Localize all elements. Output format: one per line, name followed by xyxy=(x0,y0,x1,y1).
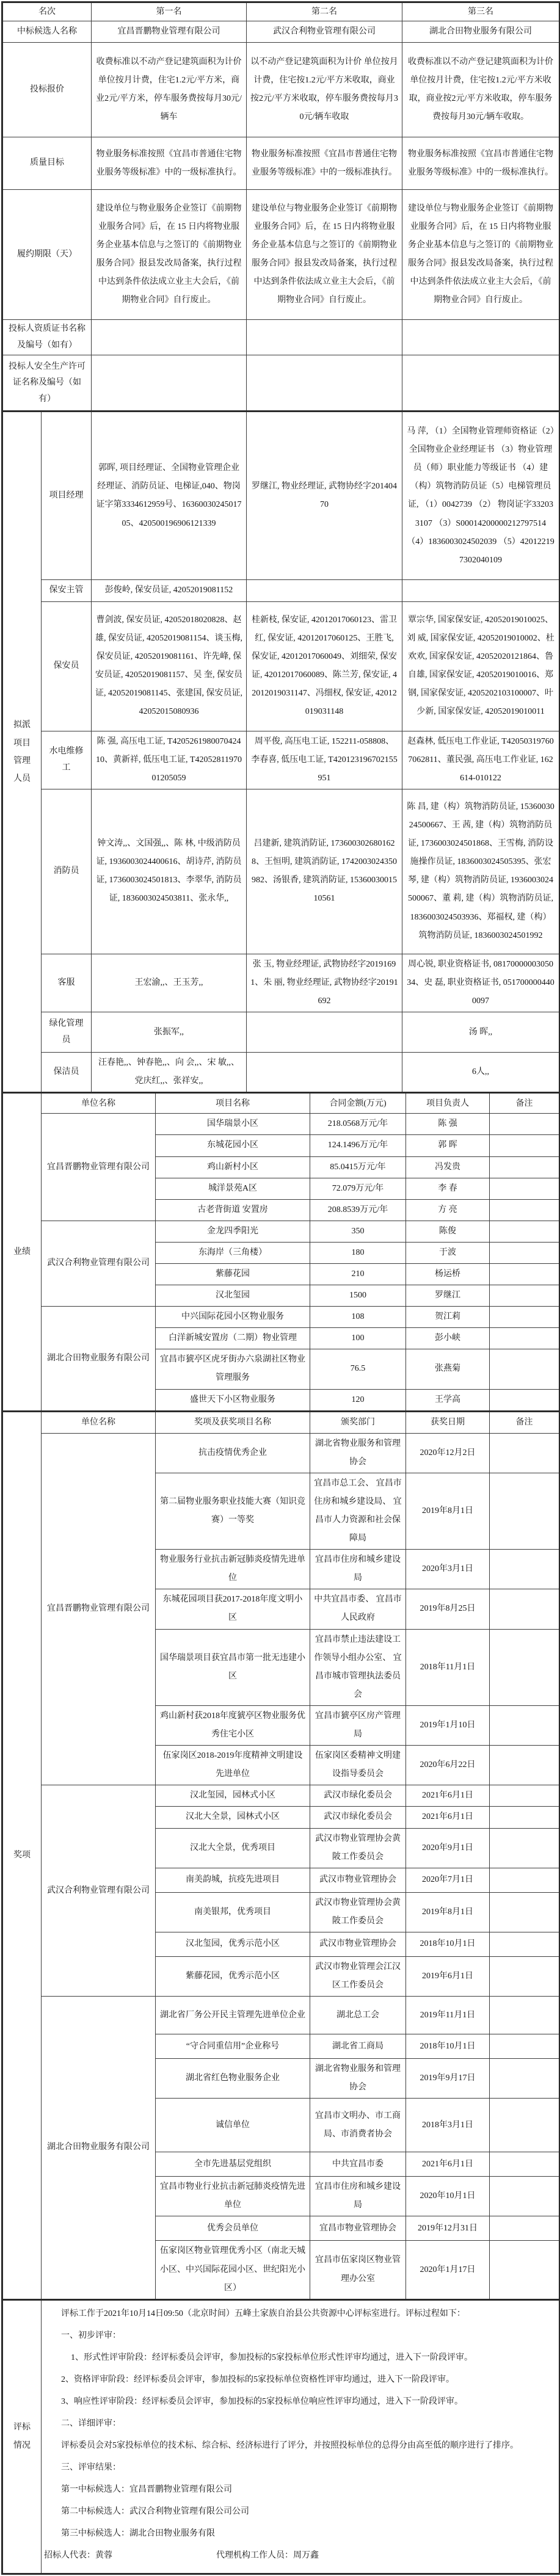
project-cell: 汉北玺园 xyxy=(156,1285,310,1307)
date-cell: 2021年6月1日 xyxy=(406,1785,490,1807)
department-cell: 武汉市物业管理协会 xyxy=(310,1868,406,1892)
table-row xyxy=(2,320,560,355)
department-cell: 湖北省物业服务和管理协会 xyxy=(310,1433,406,1473)
project-cell: 金龙四季阳光 xyxy=(156,1221,310,1242)
bidder-1-cell: 汪春艳,,、钟春艳,,、向 会,,、宋 敏,,、党庆红,,、张祥安,, xyxy=(92,1053,247,1093)
bidder-2-cell: 周平俊, 高压电工证, 152211-058808、李春喜, 低压电工证, T420123196702155951 xyxy=(247,731,402,789)
bidder-3-cell: 汤 晖,, xyxy=(402,1012,560,1053)
date-cell: 2019年6月1日 xyxy=(406,1956,490,1996)
column-header: 第一名 xyxy=(92,2,247,21)
table-row xyxy=(2,412,560,580)
bidder-2-cell xyxy=(247,1053,402,1093)
bidder-1-cell: 物业服务标准按照《宜昌市普通住宅物业服务等级标准》中的一级标准执行。 xyxy=(92,137,247,190)
table-row xyxy=(2,580,560,601)
department-cell: 武汉市物业管理协会黄陂工作委员会 xyxy=(310,1892,406,1932)
manager-cell: 陈 强 xyxy=(406,1114,490,1135)
note-cell xyxy=(490,1589,560,1629)
bidder-1-cell: 建设单位与物业服务企业签订《前期物业服务合同》后，在 15 日内将物业服务企业基本信息与之签订的《前期物业服务合同》报县发改局备案，执行过程中达到条件依法成立业主大会后，《前期物业合同》自行废止。 xyxy=(92,190,247,320)
date-cell: 2019年9月17日 xyxy=(406,2059,490,2099)
evaluation-line: 3、响应性评审阶段：经评标委员会评审，参加投标的5家投标单位响应性评审均通过，进入下一阶段评审。 xyxy=(61,2396,463,2406)
column-header: 颁奖部门 xyxy=(310,1411,406,1433)
bidder-2-cell: 武汉合利物业管理有限公司 xyxy=(247,21,402,43)
bidder-1-cell: 陈 强, 高压电工证, T420526198007042410、黄新祥, 低压电工证, T4205281197001205059 xyxy=(92,731,247,789)
award-cell: 第二届物业服务职业技能大赛（知识竞赛）一等奖 xyxy=(156,1473,310,1549)
bidder-3-cell: 湖北合田物业服务有限公司 xyxy=(402,21,560,43)
company-name-cell: 宜昌晋鹏物业管理有限公司 xyxy=(42,1433,156,1785)
bidder-3-cell: 陈 昌, 建（构）筑物消防员证, 1536003024500667、王 茜, 建（构）筑物消防员证, 1736003024501868、王雪梅, 消防设施操作员证, 1836003024505395、张宏琴, 建（构）筑物消防员证, 1936003024500067、董 莉, 建（构）筑物消防员证, 1836003024503936、郑福权, 建（构）筑物消防员证, 1836003024501992 xyxy=(402,789,560,954)
table-row xyxy=(2,2,560,21)
project-cell: 国华瑞景小区 xyxy=(156,1114,310,1135)
bidder-2-cell: 吕建新, 建筑消防证, 1736003026801628、王恒明, 建筑消防证, 1742003024350982、汤银香, 建筑消防证, 1536003001510561 xyxy=(247,789,402,954)
agency-staff: 代理机构工作人员：周万鑫 xyxy=(216,2550,319,2560)
department-cell: 宜昌市住房和城乡建设局 xyxy=(310,2177,406,2216)
award-cell: 物业服务行业抗击新冠肺炎疫情先进单位 xyxy=(156,1550,310,1589)
award-cell: 东城花园项目获2017-2018年度文明小区 xyxy=(156,1589,310,1629)
bidder-1-cell: 钟文涛,,、文国强,,、陈 林, 中级消防员证, 1936003024400616、胡诗芹, 消防员证, 1736003024501813、李翠华, 消防员证, 1836003024503811、张永华,, xyxy=(92,789,247,954)
department-cell: 武汉市物业管理协会 xyxy=(310,1932,406,1956)
manager-cell: 方 亮 xyxy=(406,1199,490,1221)
bidder-3-cell: 覃宗华, 国家保安证, 42052019010025、刘 威, 国家保安证, 42052019010002、杜欢欢, 国家保安证, 42052020121864、鲁自雄, 国家保安证, 42052019010016、郑 钢, 国家保安证, 4205202103100007、叶少新, 国家保安证, 42052019010011 xyxy=(402,601,560,731)
note-cell xyxy=(490,1178,560,1199)
project-cell: 东海岸（三角楼） xyxy=(156,1242,310,1263)
note-cell xyxy=(490,1629,560,1705)
table-row xyxy=(2,731,560,789)
table-row xyxy=(2,43,560,137)
amount-cell: 120 xyxy=(310,1389,406,1411)
evaluation-line: 三、评审结果： xyxy=(61,2462,121,2472)
row-label: 质量目标 xyxy=(2,137,92,190)
manager-cell: 杨运桥 xyxy=(406,1263,490,1285)
column-header: 备注 xyxy=(490,1411,560,1433)
evaluation-line: 1、形式性评审阶段：经评标委员会评审，参加投标的5家投标单位形式性评审均通过，进入下一阶段评审。 xyxy=(71,2353,473,2362)
table-row xyxy=(2,1114,560,1135)
award-cell: 伍家岗区2018-2019年度精神文明建设先进单位 xyxy=(156,1746,310,1785)
bidder-3-cell: 周心锐, 职业资格证书, 0817000000305034、史 磊, 职业资格证书, 0517000004400097 xyxy=(402,954,560,1012)
table-row xyxy=(2,1053,560,1093)
row-label: 履约期限（天） xyxy=(2,190,92,320)
award-cell: 优秀会员单位 xyxy=(156,2216,310,2241)
column-header: 备注 xyxy=(490,1093,560,1114)
award-cell: 湖北省厂务公开民主管理先进单位企业 xyxy=(156,1997,310,2034)
manager-cell: 郭 晖 xyxy=(406,1135,490,1156)
note-cell xyxy=(490,1307,560,1328)
award-cell: 抗击疫情优秀企业 xyxy=(156,1433,310,1473)
award-cell: 汉北玺园，优秀示范小区 xyxy=(156,1932,310,1956)
department-cell: 武汉市物业管理协会黄陂工作委员会 xyxy=(310,1828,406,1868)
table-row xyxy=(2,1307,560,1328)
row-label: 项目经理 xyxy=(42,412,92,580)
note-cell xyxy=(490,1221,560,1242)
manager-cell: 贺江莉 xyxy=(406,1307,490,1328)
note-cell xyxy=(490,1550,560,1589)
date-cell: 2018年10月1日 xyxy=(406,2034,490,2059)
section-label-performance: 业绩 xyxy=(2,1093,42,1411)
date-cell: 2020年1月17日 xyxy=(406,2241,490,2299)
evaluation-line: 2、资格评审阶段：经评标委员会评审，参加投标的5家投标单位资格性评审均通过，进入下一阶段评审。 xyxy=(61,2375,454,2384)
row-label: 客服 xyxy=(42,954,92,1012)
row-label: 中标候选人名称 xyxy=(2,21,92,43)
section-label-evaluation: 评标情况 xyxy=(2,2299,42,2574)
table-row xyxy=(2,1221,560,1242)
bidder-1-cell: 彭俊岭, 保安员证, 42052019081152 xyxy=(92,580,247,601)
note-cell xyxy=(490,1828,560,1868)
section-label-staff: 拟派项目管理人员 xyxy=(2,412,42,1093)
note-cell xyxy=(490,1746,560,1785)
table-row xyxy=(2,355,560,412)
department-cell: 湖北省物业服务和管理协会 xyxy=(310,2059,406,2099)
bidder-1-cell xyxy=(92,320,247,355)
bidder-3-cell: 建设单位与物业服务企业签订《前期物业服务合同》后，在 15 日内将物业服务企业基本信息与之签订的《前期物业服务合同》报县发改局备案，执行过程中达到条件依法成立业主大会后，《前期物业合同》自行废止。 xyxy=(402,190,560,320)
tenderer-representative: 招标人代表：黄蓉 xyxy=(44,2550,112,2560)
date-cell: 2020年10月1日 xyxy=(406,2177,490,2216)
column-header: 项目名称 xyxy=(156,1093,310,1114)
date-cell: 2021年6月1日 xyxy=(406,1807,490,1828)
column-header: 单位名称 xyxy=(42,1093,156,1114)
date-cell: 2018年11月1日 xyxy=(406,1629,490,1705)
date-cell: 2020年9月1日 xyxy=(406,1828,490,1868)
bidder-2-cell xyxy=(247,580,402,601)
company-name-cell: 湖北合田物业服务有限公司 xyxy=(42,1997,156,2300)
note-cell xyxy=(490,2034,560,2059)
bid-evaluation-table xyxy=(1,1,560,2575)
award-cell: 汉北大全景，园林式小区 xyxy=(156,1807,310,1828)
manager-cell: 冯发贵 xyxy=(406,1156,490,1178)
bidder-1-cell: 王宏渝,,、王玉芳,, xyxy=(92,954,247,1012)
evaluation-line: 第三中标候选人：湖北合田物业服务有限 xyxy=(61,2528,215,2538)
row-label: 投标报价 xyxy=(2,43,92,137)
table-row xyxy=(2,1093,560,1114)
note-cell xyxy=(490,2241,560,2299)
bidder-2-cell: 以不动产登记建筑面积为计价 单位按月计费，住宅按1.2元/平方米收取，商业按2元/平方米收取，停车服务费按每月30元/辆车收取 xyxy=(247,43,402,137)
project-cell: 宜昌市猇亭区虎牙街办六泉湖社区物业管理服务 xyxy=(156,1349,310,1389)
date-cell: 2019年1月10日 xyxy=(406,1705,490,1745)
bidder-1-cell: 张振军,, xyxy=(92,1012,247,1053)
table-row xyxy=(2,1785,560,1807)
row-label: 保安主管 xyxy=(42,580,92,601)
bidder-1-cell xyxy=(92,355,247,412)
date-cell: 2019年12月31日 xyxy=(406,2216,490,2241)
table-row xyxy=(2,789,560,954)
note-cell xyxy=(490,1892,560,1932)
table-row xyxy=(2,190,560,320)
department-cell: 宜昌市禁止违法建设工作领导小组办公室、 宜昌市城市管理执法委员会 xyxy=(310,1629,406,1705)
bidder-3-cell: 6人,, xyxy=(402,1053,560,1093)
department-cell: 宜昌市文明办、市工商局、市消费者协会 xyxy=(310,2099,406,2152)
evaluation-footer xyxy=(44,2545,555,2567)
bidder-2-cell: 桂新枝, 保安证, 42012017060123、雷卫红, 保安证, 42012017060125、王胜飞, 保安证, 42012017060049、刘细荣, 保安证, 42012017060089、陈兰芳, 保安证, 42012019031147、冯细权, 保安证, 42012019031148 xyxy=(247,601,402,731)
note-cell xyxy=(490,1785,560,1807)
note-cell xyxy=(490,1473,560,1549)
date-cell: 2020年12月2日 xyxy=(406,1433,490,1473)
bidder-2-cell: 罗继江, 物业经理证, 武物协经字20140470 xyxy=(247,412,402,580)
evaluation-line: 二、详细评审： xyxy=(61,2418,121,2428)
row-label: 保洁员 xyxy=(42,1053,92,1093)
table-row xyxy=(2,1997,560,2034)
date-cell: 2018年10月1日 xyxy=(406,1932,490,1956)
manager-cell: 陈俊 xyxy=(406,1221,490,1242)
table-row xyxy=(2,1433,560,1473)
award-cell: 湖北省红色物业服务企业 xyxy=(156,2059,310,2099)
column-header: 合同金额(万元) xyxy=(310,1093,406,1114)
company-name-cell: 武汉合利物业管理有限公司 xyxy=(42,1221,156,1306)
bidder-3-cell xyxy=(402,580,560,601)
award-cell: 南美韵城，抗疫先进项目 xyxy=(156,1868,310,1892)
evaluation-line: 评标委员会对5家投标单位的技术标、综合标、经济标进行了评分，并按照投标单位的总得分由高至低的顺序进行了排序。 xyxy=(61,2440,518,2450)
date-cell: 2020年6月22日 xyxy=(406,1746,490,1785)
department-cell: 湖北省工商局 xyxy=(310,2034,406,2059)
bidder-2-cell xyxy=(247,320,402,355)
amount-cell: 218.0568万元/年 xyxy=(310,1114,406,1135)
project-cell: 东城花园小区 xyxy=(156,1135,310,1156)
bidder-1-cell: 郭晖, 项目经理证、全国物业管理企业经理证、消防员证、电梯证,040、物岗证字第3334612959号、1636003024501705、420500196906121339 xyxy=(92,412,247,580)
note-cell xyxy=(490,1328,560,1349)
project-cell: 城洋景苑A区 xyxy=(156,1178,310,1199)
column-header: 第三名 xyxy=(402,2,560,21)
note-cell xyxy=(490,1199,560,1221)
department-cell: 伍家岗区委精神文明建设指导委员会 xyxy=(310,1746,406,1785)
column-header: 奖项及获奖项目名称 xyxy=(156,1411,310,1433)
note-cell xyxy=(490,1114,560,1135)
award-cell: “守合同重信用”企业称号 xyxy=(156,2034,310,2059)
bidder-2-cell xyxy=(247,355,402,412)
row-label: 消防员 xyxy=(42,789,92,954)
company-name-cell: 宜昌晋鹏物业管理有限公司 xyxy=(42,1114,156,1221)
table-row xyxy=(2,1012,560,1053)
department-cell: 中共宜昌市委、 宜昌市人民政府 xyxy=(310,1589,406,1629)
bidder-3-cell: 物业服务标准按照《宜昌市普通住宅物业服务等级标准》中的一级标准执行。 xyxy=(402,137,560,190)
column-header: 名次 xyxy=(2,2,92,21)
date-cell: 2020年3月1日 xyxy=(406,1550,490,1589)
bidder-3-cell: 马 萍, （1）全国物业管理师资格证（2）全国物业企业经理证书 （3）物业管理员（师）职业能力等级证书 （4）建（构）筑物消防员证（5）电梯管理员证, （1）0042739 （2） 物岗证字332033107 （3）S00014200000212797514 （4）1836003024502039 （5）420122197302040109 xyxy=(402,412,560,580)
manager-cell: 李 春 xyxy=(406,1178,490,1199)
date-cell: 2019年8月1日 xyxy=(406,1473,490,1549)
manager-cell: 彭小峡 xyxy=(406,1328,490,1349)
evaluation-text-cell xyxy=(42,2299,560,2574)
manager-cell: 张燕菊 xyxy=(406,1349,490,1389)
note-cell xyxy=(490,1156,560,1178)
award-cell: 国华瑞景项目获宜昌市第一批无违建小区 xyxy=(156,1629,310,1705)
bidder-3-cell xyxy=(402,355,560,412)
note-cell xyxy=(490,1135,560,1156)
note-cell xyxy=(490,1389,560,1411)
department-cell: 武汉市物业管理会江汉区工作委员会 xyxy=(310,1956,406,1996)
award-cell: 宜昌市物业行业抗击新冠肺炎疫情先进单位 xyxy=(156,2177,310,2216)
award-cell: 南美银邦，优秀项目 xyxy=(156,1892,310,1932)
column-header: 第二名 xyxy=(247,2,402,21)
amount-cell: 100 xyxy=(310,1328,406,1349)
bidder-3-cell: 赵森林, 低压电工作业证, T420503197607062811、董民强, 高压电工作业证, 162614-010122 xyxy=(402,731,560,789)
note-cell xyxy=(490,1433,560,1473)
date-cell: 2019年8月1日 xyxy=(406,1892,490,1932)
bidder-2-cell: 物业服务标准按照《宜昌市普通住宅物业服务等级标准》中的一级标准执行。 xyxy=(247,137,402,190)
award-cell: 紫藤花园，优秀示范小区 xyxy=(156,1956,310,1996)
department-cell: 宜昌市物业管理协会 xyxy=(310,2216,406,2241)
award-cell: 鸡山新村获2018年度猇亭区物业服务优秀住宅小区 xyxy=(156,1705,310,1745)
row-label: 保安员 xyxy=(42,601,92,731)
award-cell: 伍家岗区物业管理优秀小区（南北天城小区、中兴国际花园小区、世纪阳光小区） xyxy=(156,2241,310,2299)
row-label: 绿化管理员 xyxy=(42,1012,92,1053)
bidder-1-cell: 收费标准以不动产登记建筑面积为计价单位按月计费，住宅1.2元/平方米，商业2元/平方米，停车服务费按每月30元/辆车 xyxy=(92,43,247,137)
evaluation-line: 一、初步评审： xyxy=(61,2331,121,2340)
amount-cell: 72.079万元/年 xyxy=(310,1178,406,1199)
evaluation-line: 第一中标候选人：宜昌晋鹏物业管理有限公司 xyxy=(61,2484,232,2494)
amount-cell: 350 xyxy=(310,1221,406,1242)
column-header: 获奖日期 xyxy=(406,1411,490,1433)
table-row xyxy=(2,2299,560,2574)
amount-cell: 1500 xyxy=(310,1285,406,1307)
date-cell: 2018年3月1日 xyxy=(406,2099,490,2152)
amount-cell: 180 xyxy=(310,1242,406,1263)
manager-cell: 罗继江 xyxy=(406,1285,490,1307)
note-cell xyxy=(490,2099,560,2152)
project-cell: 鸡山新村小区 xyxy=(156,1156,310,1178)
note-cell xyxy=(490,1705,560,1745)
amount-cell: 76.5 xyxy=(310,1349,406,1389)
note-cell xyxy=(490,1868,560,1892)
company-name-cell: 武汉合利物业管理有限公司 xyxy=(42,1785,156,1997)
award-cell: 全市先进基层党组织 xyxy=(156,2152,310,2177)
department-cell: 宜昌市总工会、 宜昌市住房和城乡建设局、 宜昌市人力资源和社会保障局 xyxy=(310,1473,406,1549)
note-cell xyxy=(490,1997,560,2034)
note-cell xyxy=(490,2216,560,2241)
department-cell: 湖北总工会 xyxy=(310,1997,406,2034)
amount-cell: 208.8539万元/年 xyxy=(310,1199,406,1221)
note-cell xyxy=(490,2177,560,2216)
date-cell: 2019年11月1日 xyxy=(406,1997,490,2034)
department-cell: 宜昌市住房和城乡建设局 xyxy=(310,1550,406,1589)
note-cell xyxy=(490,1263,560,1285)
evaluation-line: 评标工作于2021年10月14日09:50（北京时间）五峰土家族自治县公共资源中心评标室进行。评标过程如下： xyxy=(61,2309,465,2318)
project-cell: 白洋新城安置房（二期）物业管理 xyxy=(156,1328,310,1349)
note-cell xyxy=(490,1956,560,1996)
amount-cell: 210 xyxy=(310,1263,406,1285)
note-cell xyxy=(490,2059,560,2099)
bidder-1-cell: 曹剑波, 保安员证, 42052018020828、赵 雄, 保安员证, 42052019081154、谈玉梅, 保安员证, 42052019081161、许先峰, 保安员证, 42052019081157、吴 奎, 保安员证, 42052019081145、张建国, 保安员证, 42052015080936 xyxy=(92,601,247,731)
table-row xyxy=(2,137,560,190)
row-label: 投标人资质证书名称及编号（如有） xyxy=(2,320,92,355)
amount-cell: 124.1496万元/年 xyxy=(310,1135,406,1156)
bidder-3-cell: 收费标准以不动产登记建筑面积为计价单位按月计费，住宅按1.2元/平方米收取，商业按2元/平方米收取，停车服务费按每月30元/辆车收取。 xyxy=(402,43,560,137)
note-cell xyxy=(490,2152,560,2177)
bidder-3-cell xyxy=(402,320,560,355)
award-cell: 诚信单位 xyxy=(156,2099,310,2152)
note-cell xyxy=(490,1285,560,1307)
column-header: 单位名称 xyxy=(42,1411,156,1433)
department-cell: 中共宜昌市委 xyxy=(310,2152,406,2177)
note-cell xyxy=(490,1807,560,1828)
department-cell: 武汉市绿化委员会 xyxy=(310,1785,406,1807)
table-row xyxy=(2,601,560,731)
amount-cell: 108 xyxy=(310,1307,406,1328)
section-label-awards: 奖项 xyxy=(2,1411,42,2299)
manager-cell: 王学高 xyxy=(406,1389,490,1411)
bidder-2-cell xyxy=(247,1012,402,1053)
table-row xyxy=(2,1411,560,1433)
table-row xyxy=(2,21,560,43)
column-header: 项目负责人 xyxy=(406,1093,490,1114)
row-label: 投标人安全生产许可证名称及编号（如有） xyxy=(2,355,92,412)
date-cell: 2021年6月1日 xyxy=(406,2152,490,2177)
bid-evaluation-document xyxy=(0,1,560,2575)
award-cell: 汉北大全景，优秀项目 xyxy=(156,1828,310,1868)
evaluation-line: 第二中标候选人：武汉合利物业管理有限公司公司 xyxy=(61,2506,249,2516)
award-cell: 汉北玺园，园林式小区 xyxy=(156,1785,310,1807)
project-cell: 紫藤花园 xyxy=(156,1263,310,1285)
manager-cell: 于波 xyxy=(406,1242,490,1263)
bidder-2-cell: 张 玉, 物业经理证, 武物协经字20191691、朱 丽, 物业经理证, 武物协经字20191692 xyxy=(247,954,402,1012)
project-cell: 盛世天下小区物业服务 xyxy=(156,1389,310,1411)
note-cell xyxy=(490,1932,560,1956)
bidder-1-cell: 宜昌晋鹏物业管理有限公司 xyxy=(92,21,247,43)
company-name-cell: 湖北合田物业服务有限公司 xyxy=(42,1307,156,1411)
date-cell: 2020年7月1日 xyxy=(406,1868,490,1892)
note-cell xyxy=(490,1349,560,1389)
note-cell xyxy=(490,1242,560,1263)
date-cell: 2019年8月25日 xyxy=(406,1589,490,1629)
table-row xyxy=(2,954,560,1012)
project-cell: 中兴国际花园小区物业服务 xyxy=(156,1307,310,1328)
department-cell: 宜昌市猇亭区房产管理局 xyxy=(310,1705,406,1745)
project-cell: 古老背街道 安置房 xyxy=(156,1199,310,1221)
department-cell: 宜昌市伍家岗区物业管理办公室 xyxy=(310,2241,406,2299)
department-cell: 武汉市绿化委员会 xyxy=(310,1807,406,1828)
amount-cell: 85.0415万元/年 xyxy=(310,1156,406,1178)
row-label: 水电维修工 xyxy=(42,731,92,789)
bidder-2-cell: 建设单位与物业服务企业签订《前期物业服务合同》后，在 15 日内将物业服务企业基本信息与之签订的《前期物业服务合同》报县发改局备案，执行过程中达到条件依法成立业主大会后，《前期物业合同》自行废止。 xyxy=(247,190,402,320)
